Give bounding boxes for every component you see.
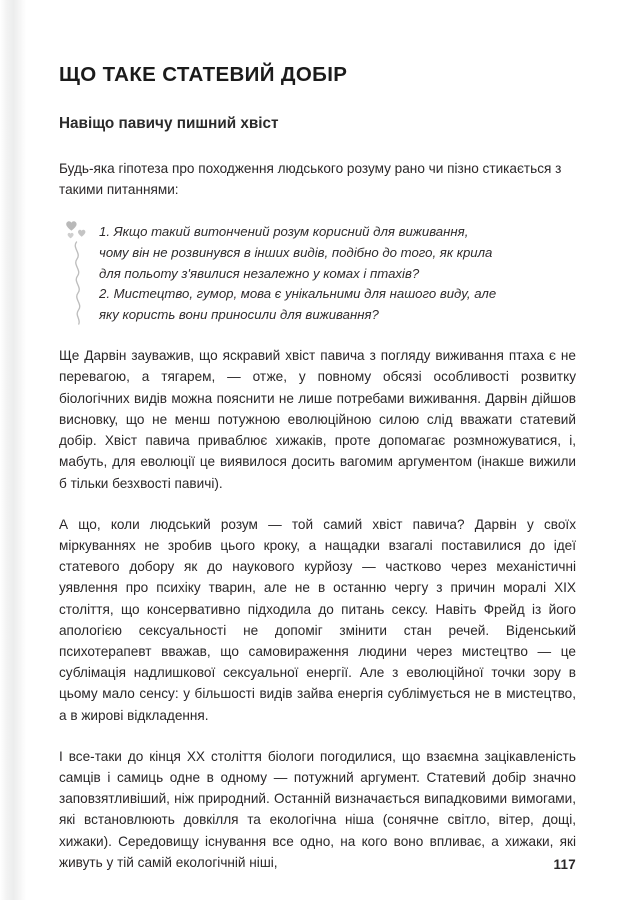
squiggle-line-icon	[75, 242, 79, 324]
quote-line: чому він не розвинувся в інших видів, подібно до того, як крила	[99, 244, 493, 260]
body-paragraph: А що, коли людський розум — той самий хвіст павича? Дарвін у своїх міркуваннях не зробив цього кроку, а нащадки взагалі поставилися до ідеї статевого добору як до наукового курйозу — частково через механістичні уявлення про психіку тварин, але не в останню чергу з причин моралі XIX століття, що консервативно підходила до питань сексу. Навіть Фрейд із його апологією сексуальності не допоміг змінити стан речей. Віденський психотерапевт вважав, що самовираження людини через мистецтво — це сублімація надлишкової сексуальної енергії. Але з еволюційної точки зору в цьому мало сенсу: у більшості видів зайва енергія сублімується не в мистецтво, а в жирові відкладення.	[59, 516, 576, 723]
page-content	[59, 63, 576, 873]
quote-line: 2. Мистецтво, гумор, мова є унікальними для нашого виду, але	[99, 286, 497, 302]
chapter-title: ЩО ТАКЕ СТАТЕВИЙ ДОБІР	[59, 63, 348, 86]
quote-line: 1. Якщо такий витончений розум корисний для виживання,	[99, 224, 469, 240]
lead-paragraph: Будь-яка гіпотеза про походження людського розуму рано чи пізно стикається з такими питаннями:	[59, 160, 562, 198]
heart-icon	[66, 222, 76, 231]
heart-icon	[68, 233, 74, 238]
body-paragraph: І все-таки до кінця XX століття біологи погодилися, що взаємна зацікавленість самців і самиць одне в одному — потужний аргумент. Статевий добір значно заповзятливіший, ніж природний. Останній визначається випадковими вимогами, які встановлюють довкілля та екологічна ніша (сонячне світло, вітер, дощі, хижаки). Середовищу існування все одно, на кого воно впливає, а хижаки, які живуть у тій самій екологічній ніші,	[59, 748, 576, 870]
pull-quote-text	[99, 222, 576, 325]
pull-quote-block	[59, 222, 576, 325]
quote-line: яку користь вони приносили для виживання?	[99, 306, 379, 322]
page-number: 117	[553, 857, 576, 872]
body-paragraph: Ще Дарвін зауважив, що яскравий хвіст павича з погляду виживання птаха є не перевагою, а тягарем, — отже, у повному обсязі особливості розвитку біологічних видів можна пояснити не лише потребами виживання. Дарвін дійшов висновку, що не менш потужною еволюційною силою слід вважати статевий добір. Хвіст павича приваблює хижаків, проте допомагає розмножуватися, і, мабуть, для еволюції це виявилося досить вагомим аргументом (інакше вижили б тільки безхвості павичі).	[59, 348, 576, 491]
quote-line: для польоту з'явилися незалежно у комах і птахів?	[99, 265, 420, 281]
quote-ornament	[59, 220, 95, 328]
section-title: Навіщо павичу пишний хвіст	[59, 114, 279, 132]
heart-icon	[78, 230, 85, 237]
